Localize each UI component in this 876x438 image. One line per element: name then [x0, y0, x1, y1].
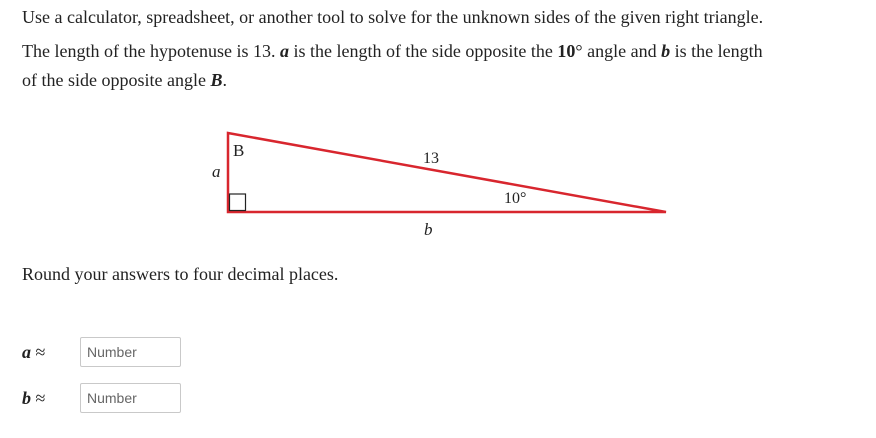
side-a-label: a: [212, 162, 221, 181]
angle-label: 10°: [504, 190, 527, 207]
approx-symbol-b: ≈: [35, 387, 46, 408]
answer-row-b: [22, 383, 181, 413]
given-text-opposite: is the length of the side opposite the: [288, 41, 558, 61]
given-text-opposite-angle: of the side opposite angle: [22, 70, 211, 90]
variable-b: b: [661, 41, 671, 61]
answer-input-b[interactable]: [80, 383, 181, 413]
rounding-text: Round your answers to four decimal places.: [22, 264, 339, 284]
answer-label-b: [22, 388, 80, 409]
variable-a: a: [279, 41, 289, 61]
answer-variable-b: b: [22, 387, 31, 408]
given-text-is-length: is the length: [670, 41, 763, 61]
rounding-instruction: [22, 263, 338, 285]
vertex-label-b: B: [233, 141, 245, 160]
degree-symbol: °: [575, 41, 583, 61]
answer-label-a: [22, 342, 80, 363]
hypotenuse-label: 13: [423, 150, 439, 167]
approx-symbol-a: ≈: [35, 341, 46, 362]
answer-row-a: [22, 337, 181, 367]
right-angle-marker: [230, 194, 246, 211]
answer-variable-a: a: [22, 341, 31, 362]
given-text-angle-and: angle and: [582, 41, 662, 61]
instruction-sentence: Use a calculator, spreadsheet, or another tool to solve for the unknown sides of the given right triangle.: [22, 7, 764, 27]
right-triangle: [228, 133, 666, 212]
sentence-period: .: [222, 70, 227, 90]
angle-value: 10: [557, 41, 576, 61]
angle-name: B: [210, 70, 223, 90]
given-text-hypotenuse: The length of the hypotenuse is 13.: [22, 41, 280, 61]
side-b-label: b: [424, 220, 433, 239]
answer-input-a[interactable]: [80, 337, 181, 367]
